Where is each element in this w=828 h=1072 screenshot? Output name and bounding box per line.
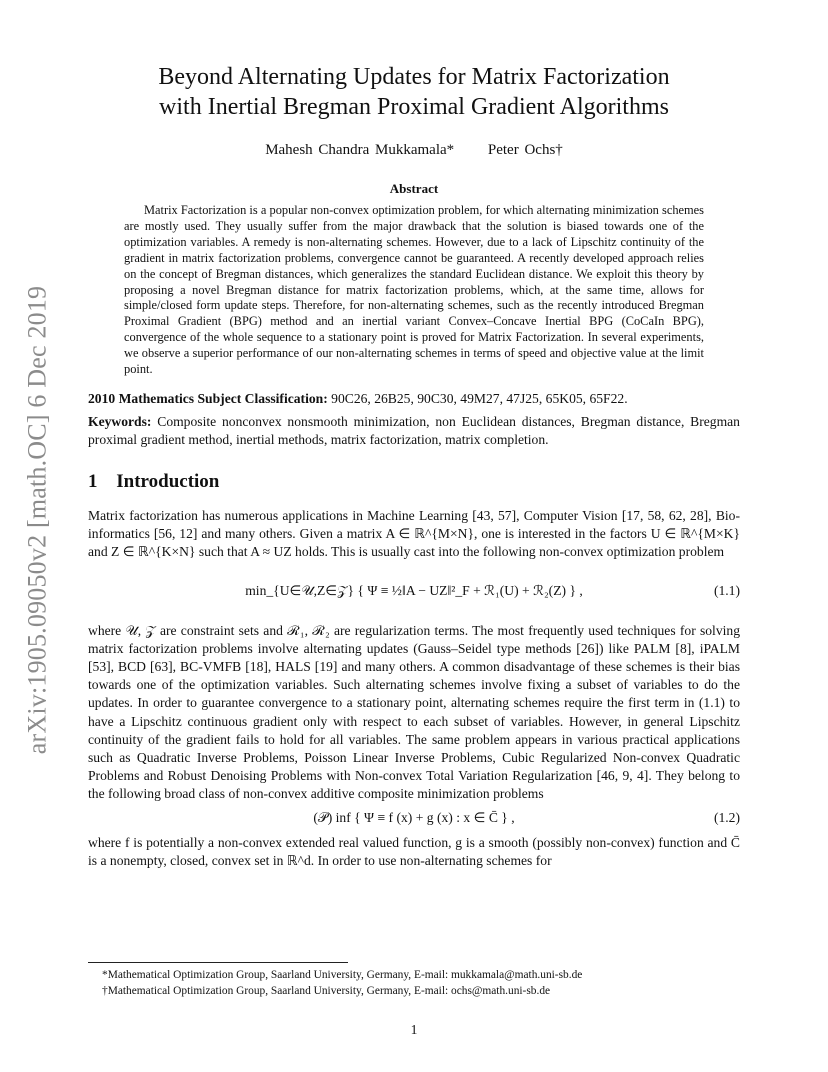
arxiv-margin-stamp — [20, 270, 54, 770]
abstract-text: Matrix Factorization is a popular non-convex optimization problem, for which alternating minimization schemes are mostly used. They usually suffer from the major drawback that the solution is biased towards one of the optimization variables. A remedy is non-alternating schemes. However, due to a lack of Lipschitz continuity of the gradient in matrix factorization problems, convergence cannot be guaranteed. A recently developed approach relies on the concept of Bregman distances, which generalizes the standard Euclidean distance. We exploit this theory by proposing a novel Bregman distance for matrix factorization problems, which, at the same time, allows for simple/closed form update steps. Therefore, for non-alternating schemes, such as the recently introduced Bregman Proximal Gradient (BPG) method and an inertial variant Convex–Concave Inertial BPG (CoCaIn BPG), convergence of the whole sequence to a stationary point is proved for Matrix Factorization. In several experiments, we observe a superior performance of our non-alternating schemes in terms of speed and objective value at the limit point. — [124, 203, 704, 377]
intro-paragraph-2: where 𝒰, 𝒵 are constraint sets and ℛ₁, ℛ₂ are regularization terms. The most frequently used techniques for solving matrix factorization problems involve alternating updates (Gauss–Seidel type methods [26]) like PALM [8], iPALM [53], BCD [63], BC-VMFB [18], HALS [19] and many others. A common disadvantage of these schemes is their bias towards one of the optimization variables. Such alternating schemes involve fixing a subset of variables to do the updates. In order to guarantee convergence to a stationary point, alternating schemes require the first term in (1.1) to have a Lipschitz continuous gradient only with respect to each subset of variables. However, in general Lipschitz continuity of the gradient fails to hold for all variables. The same problem appears in various practical applications such as Quadratic Inverse Problems, Poisson Linear Inverse Problems, Cubic Regularized Non-convex Quadratic Problems and Robust Denoising Problems with Non-convex Total Variation Regularization [46, 9, 4]. They belong to the following broad class of non-convex additive composite minimization problems — [88, 622, 740, 802]
title-line-2: with Inertial Bregman Proximal Gradient Algorithms — [159, 94, 669, 120]
equation-1-2-tag: (1.2) — [713, 809, 740, 825]
paper-page — [88, 62, 740, 870]
intro-paragraph-3: where f is potentially a non-convex extended real valued function, g is a smooth (possibly non-convex) function and C̄ is a nonempty, closed, convex set in ℝ^d. In order to use non-alternating schemes for — [88, 834, 740, 868]
section-title: Introduction — [116, 470, 220, 492]
intro-paragraph-1: Matrix factorization has numerous applications in Machine Learning [43, 57], Computer Vision [17, 58, 62, 28], Bio-informatics [56, 12] and many others. Given a matrix A ∈ ℝ^{M×N}, one is interested in the factors U ∈ ℝ^{M×K} and Z ∈ ℝ^{K×N} such that A ≈ UZ holds. This is usually cast into the following non-convex optimization problem — [88, 507, 740, 560]
paper-title — [88, 62, 740, 122]
equation-1-1-tag: (1.1) — [713, 582, 740, 598]
keywords-line — [88, 413, 740, 449]
author-1: Mahesh Chandra Mukkamala* — [265, 142, 455, 158]
equation-1-2 — [88, 804, 740, 832]
section-number: 1 — [88, 470, 98, 492]
footnote-1: *Mathematical Optimization Group, Saarland University, Germany, E-mail: mukkamala@math.uni-sb.de — [102, 969, 583, 981]
keywords-value: Composite nonconvex nonsmooth minimization, non Euclidean distances, Bregman distance, Bregman proximal gradient method, inertial methods, matrix factorization, matrix completion. — [88, 413, 740, 447]
footnote-rule — [88, 962, 348, 963]
author-list — [88, 142, 740, 159]
footnote-2: †Mathematical Optimization Group, Saarland University, Germany, E-mail: ochs@math.uni-sb.de — [102, 985, 551, 997]
msc-value: 90C26, 26B25, 90C30, 49M27, 47J25, 65K05, 65F22. — [331, 390, 628, 406]
arxiv-stamp-text: arXiv:1905.09050v2 [math.OC] 6 Dec 2019 — [22, 285, 52, 755]
equation-1-1 — [88, 566, 740, 616]
title-line-1: Beyond Alternating Updates for Matrix Factorization — [158, 64, 670, 90]
msc-line — [88, 390, 740, 408]
keywords-label: Keywords: — [88, 413, 152, 429]
author-2: Peter Ochs† — [487, 142, 563, 158]
footnotes — [88, 962, 740, 999]
equation-1-2-body: (𝒫) inf { Ψ ≡ f (x) + g (x) : x ∈ C̄ } , — [313, 809, 515, 825]
page-number: 1 — [410, 1022, 418, 1037]
equation-1-1-body: min_{U∈𝒰,Z∈𝒵} { Ψ ≡ ½‖A − UZ‖²_F + ℛ₁(U) + ℛ₂(Z) } , — [245, 582, 583, 598]
msc-label: 2010 Mathematics Subject Classification: — [88, 390, 328, 406]
abstract-heading: Abstract — [389, 181, 439, 196]
section-heading — [88, 471, 740, 493]
